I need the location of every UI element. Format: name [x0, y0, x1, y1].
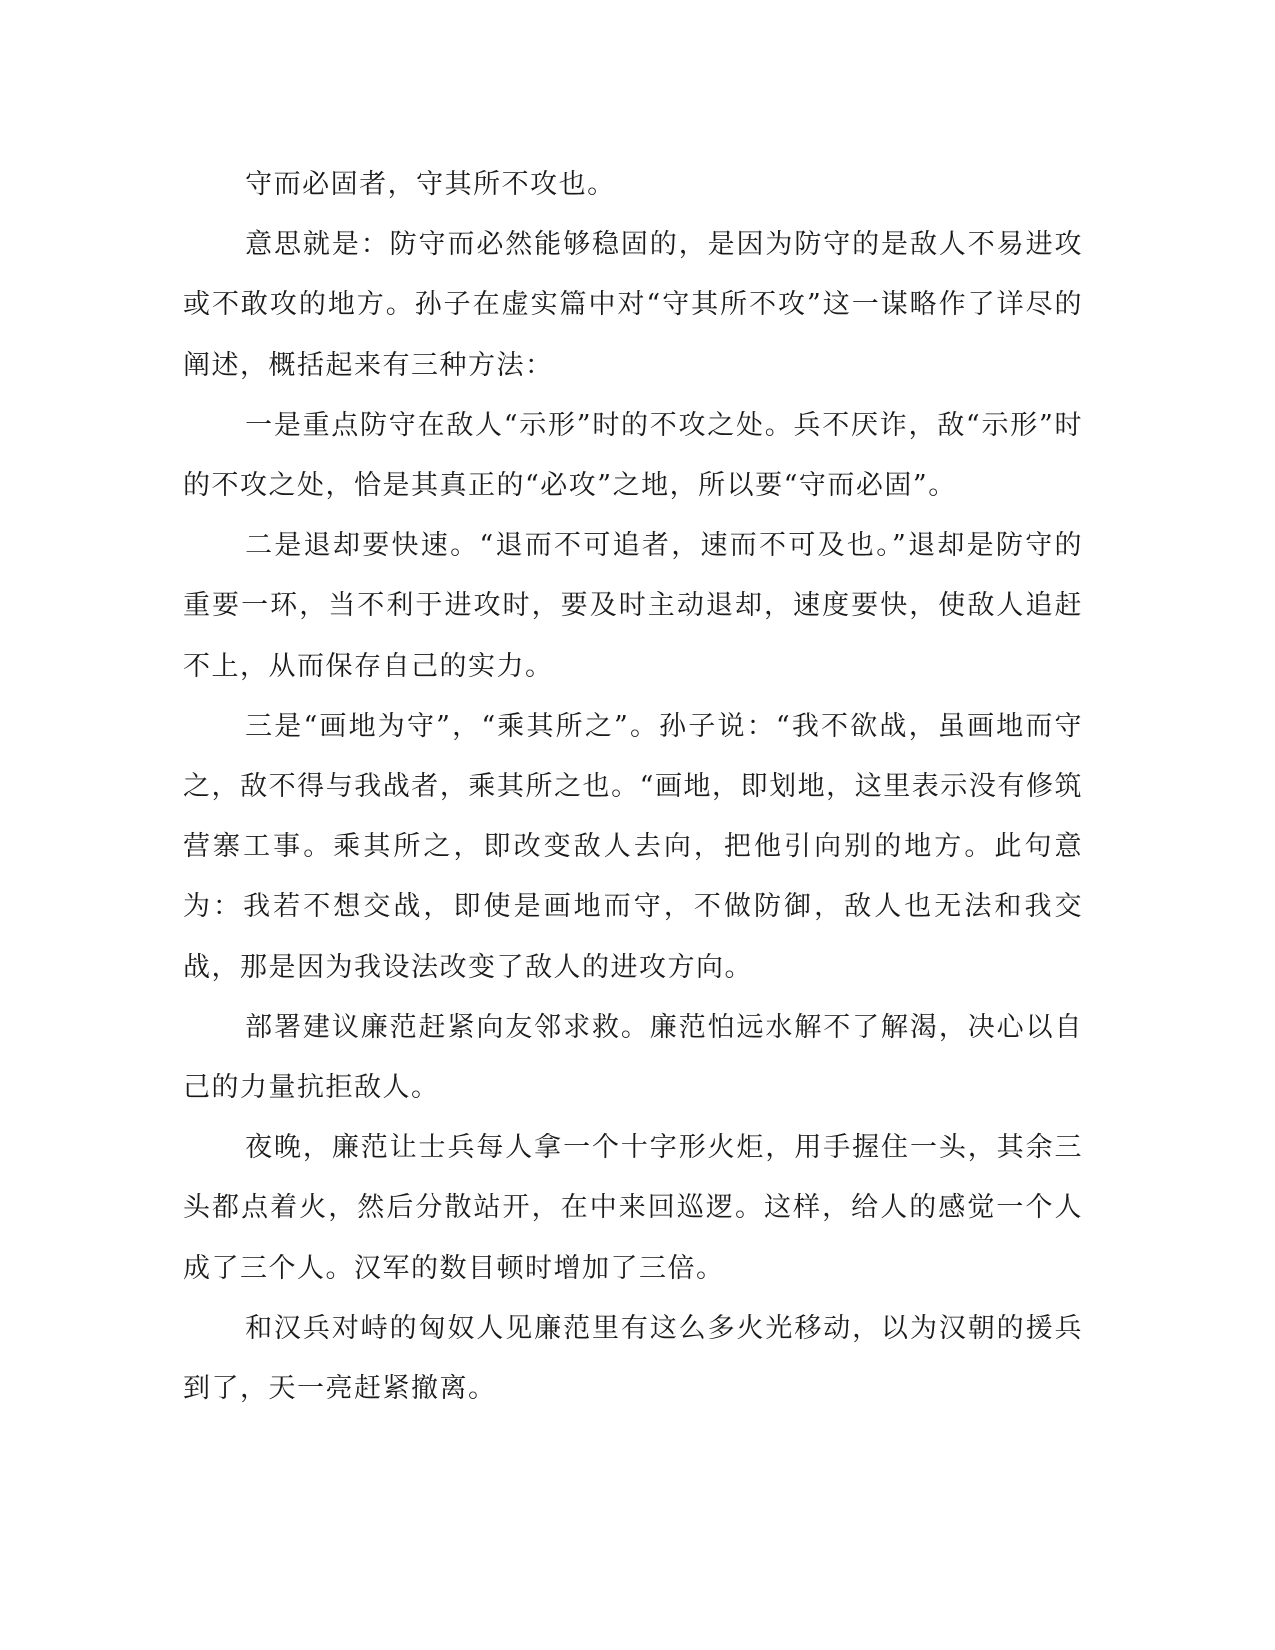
paragraph-8: 和汉兵对峙的匈奴人见廉范里有这么多火光移动，以为汉朝的援兵到了，天一亮赶紧撤离。	[183, 1312, 1083, 1405]
document-body	[183, 155, 1083, 1419]
paragraph-4: 二是退却要快速。“退而不可追者，速而不可及也。”退却是防守的重要一环，当不利于进攻时，要及时主动退却，速度要快，使敌人追赶不上，从而保存自己的实力。	[183, 530, 1083, 682]
paragraph-5: 三是“画地为守”，“乘其所之”。孙子说：“我不欲战，虽画地而守之，敌不得与我战者，乘其所之也。“画地，即划地，这里表示没有修筑营寨工事。乘其所之，即改变敌人去向，把他引向别的地方。此句意为：我若不想交战，即使是画地而守，不做防御，敌人也无法和我交战，那是因为我设法改变了敌人的进攻方向。	[183, 710, 1083, 983]
paragraph-3: 一是重点防守在敌人“示形”时的不攻之处。兵不厌诈，敌“示形”时的不攻之处，恰是其真正的“必攻”之地，所以要“守而必固”。	[183, 409, 1083, 502]
paragraph-1: 守而必固者，守其所不攻也。	[245, 169, 616, 200]
paragraph-7: 夜晚，廉范让士兵每人拿一个十字形火炬，用手握住一头，其余三头都点着火，然后分散站开，在中来回巡逻。这样，给人的感觉一个人成了三个人。汉军的数目顿时增加了三倍。	[183, 1132, 1083, 1284]
paragraph-6: 部署建议廉范赶紧向友邻求救。廉范怕远水解不了解渴，决心以自己的力量抗拒敌人。	[183, 1011, 1083, 1104]
paragraph-2: 意思就是：防守而必然能够稳固的，是因为防守的是敌人不易进攻或不敢攻的地方。孙子在虚实篇中对“守其所不攻”这一谋略作了详尽的阐述，概括起来有三种方法：	[183, 229, 1083, 381]
